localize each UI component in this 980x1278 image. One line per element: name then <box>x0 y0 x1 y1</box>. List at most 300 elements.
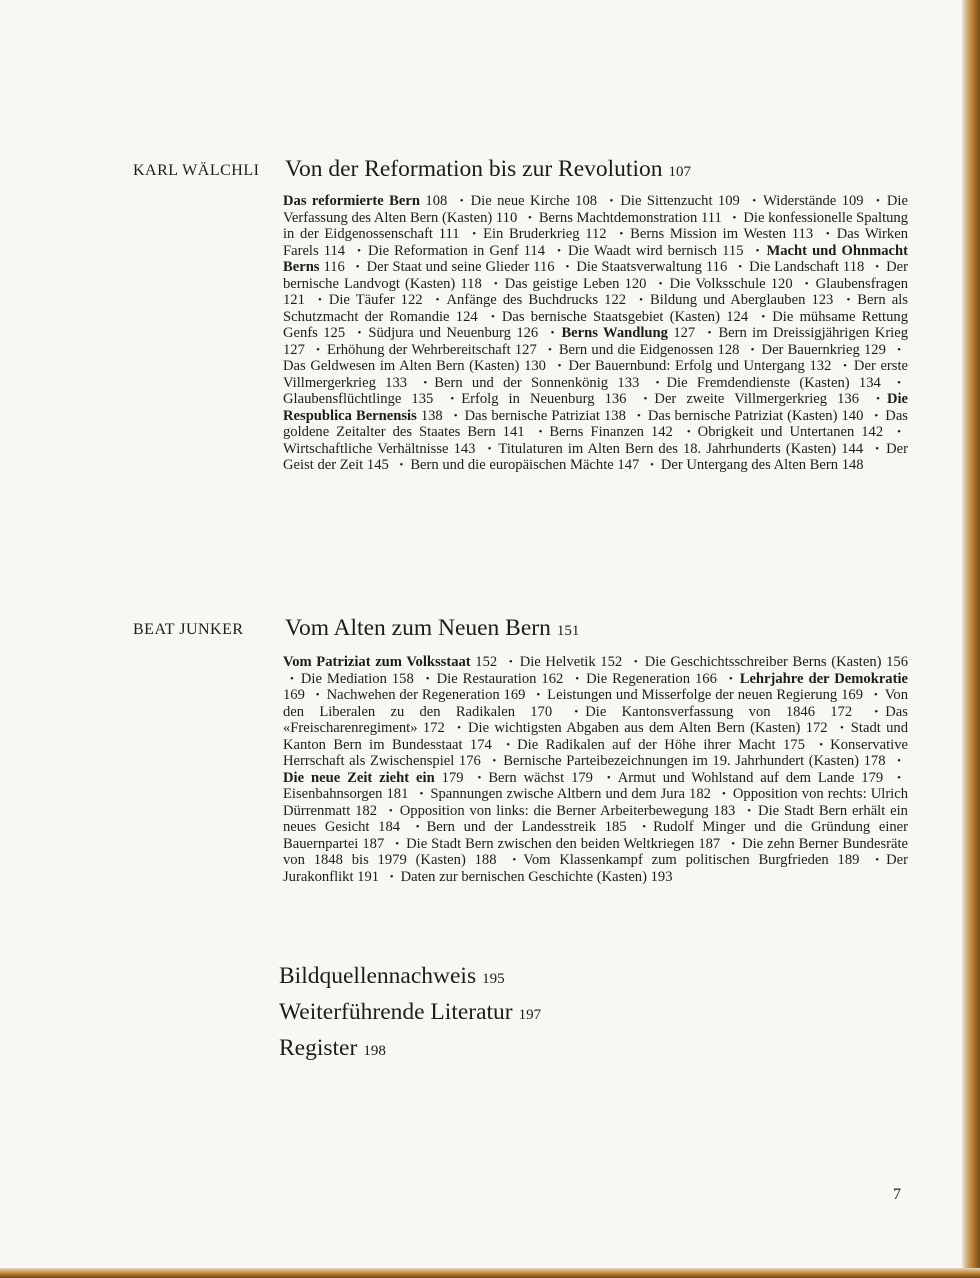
toc-entry-page: 169 <box>499 687 526 703</box>
toc-entry <box>539 210 722 226</box>
toc-entry <box>410 457 639 473</box>
toc-entry <box>586 671 717 687</box>
toc-entry-page: 179 <box>564 769 593 786</box>
toc-entry <box>430 786 711 802</box>
bullet-separator: • <box>686 426 691 438</box>
toc-entry-page: 136 <box>594 391 627 407</box>
bullet-separator: • <box>538 426 543 438</box>
toc-entry-page: 134 <box>849 374 881 391</box>
toc-entry-title: Opposition von rechts: Ulrich Dürrenmatt <box>283 786 909 819</box>
toc-entry-title: Das goldene Zeitalter des Staates Bern <box>283 407 908 440</box>
toc-entry <box>447 292 627 308</box>
bullet-separator: • <box>658 277 663 290</box>
toc-entry-page: 129 <box>859 341 886 358</box>
toc-entry <box>523 852 859 868</box>
toc-entry-page: 142 <box>643 424 673 440</box>
toc-entry <box>468 720 828 736</box>
bullet-separator: • <box>633 656 638 668</box>
toc-entry-title: Die Fremdendienste (Kasten) <box>666 374 850 391</box>
toc-entry <box>471 193 597 209</box>
toc-entry-title: Die Verfassung des Alten Bern (Kasten) <box>283 193 908 226</box>
toc-entry <box>585 704 852 720</box>
toc-entry-page: 109 <box>836 193 864 209</box>
bullet-separator: • <box>557 244 561 257</box>
toc-entry-title: Die neue Kirche <box>470 193 570 209</box>
appendix-page-number: 197 <box>518 1007 542 1023</box>
toc-chapter-heading: Macht und Ohnmacht Berns <box>283 242 908 275</box>
section-title <box>285 615 579 642</box>
toc-entry <box>549 424 672 440</box>
toc-entry <box>367 259 555 275</box>
bullet-separator: • <box>897 376 901 389</box>
bullet-separator: • <box>873 689 878 701</box>
toc-entry-page: 147 <box>613 457 640 473</box>
toc-entry-title: Erfolg in Neuenburg <box>461 391 595 407</box>
section-author: BEAT JUNKER <box>133 621 244 638</box>
toc-entry-page: 124 <box>719 308 749 325</box>
toc-entry-title: Das bernische Staatsgebiet (Kasten) <box>501 308 720 325</box>
toc-entry <box>630 226 813 242</box>
toc-entry-title: Die Mediation <box>300 670 387 687</box>
toc-entry-page: 132 <box>804 358 832 374</box>
toc-entry-title: Bern und die europäischen Mächte <box>410 457 614 473</box>
appendix-item <box>279 996 541 1032</box>
bullet-separator: • <box>755 244 760 257</box>
toc-entry-page: 172 <box>800 720 828 736</box>
bullet-separator: • <box>761 310 766 323</box>
toc-entry-title: Die Regeneration <box>586 670 690 687</box>
toc-entry-title: Die Stadt Bern zwischen den beiden Weltkriegen <box>406 835 695 852</box>
toc-entry-page: 122 <box>598 292 627 308</box>
appendix-page-number: 198 <box>363 1043 386 1059</box>
bullet-separator: • <box>728 672 733 685</box>
bullet-separator: • <box>574 705 579 718</box>
bullet-separator: • <box>536 689 541 701</box>
appendix-item <box>279 960 541 996</box>
toc-entry-title: Armut und Wohlstand auf dem Lande <box>617 769 855 786</box>
toc-entry <box>434 375 639 391</box>
toc-entry-title: Die Radikalen auf der Höhe ihrer Macht <box>517 736 776 753</box>
bullet-separator: • <box>355 261 360 273</box>
bullet-separator: • <box>876 195 880 207</box>
toc-entry-title: Berns Mission im Westen <box>630 226 787 242</box>
toc-entry-page: 152 <box>595 654 623 670</box>
toc-entry <box>283 193 447 209</box>
toc-entry-title: Die Restauration <box>436 670 537 687</box>
toc-entry-page: 136 <box>827 391 860 407</box>
toc-entry <box>502 309 748 325</box>
toc-entry-page: 158 <box>386 670 414 687</box>
toc-entry-title: Die mühsame Rettung Genfs <box>283 308 908 341</box>
page-number: 7 <box>893 1186 901 1203</box>
appendix-title: Register <box>279 1035 358 1061</box>
toc-entry-title: Der zweite Villmergerkrieg <box>654 391 828 407</box>
bullet-separator: • <box>636 409 641 422</box>
bullet-separator: • <box>747 804 752 817</box>
toc-entry-title: Bern als Schutzmacht der Romandie <box>283 292 908 325</box>
bullet-separator: • <box>875 442 880 455</box>
toc-entry-page: 176 <box>454 753 481 769</box>
toc-entry-page: 156 <box>881 654 909 670</box>
bullet-separator: • <box>459 195 464 207</box>
bullet-separator: • <box>457 722 461 734</box>
toc-entry-title: Das «Freischarenregiment» <box>283 703 908 736</box>
appendix-title: Bildquellennachweis <box>279 963 477 989</box>
bullet-separator: • <box>315 689 320 701</box>
toc-entry-title: Das Geldwesen im Alten Bern (Kasten) <box>283 358 520 374</box>
toc-entry-title: Die Geschichtsschreiber Berns (Kasten) <box>644 654 882 670</box>
toc-entry-title: Ein Bruderkrieg <box>483 226 580 242</box>
toc-entry-page: 166 <box>690 670 717 687</box>
toc-entry-title: Der bernische Landvogt (Kasten) <box>283 259 909 292</box>
bullet-separator: • <box>450 393 455 405</box>
toc-entry-page: 108 <box>569 193 598 209</box>
toc-entry-page: 115 <box>717 242 744 259</box>
toc-entry-page: 133 <box>608 374 640 391</box>
toc-entry-page: 169 <box>837 687 863 703</box>
toc-entry-page: 138 <box>599 407 626 424</box>
toc-entry-page: 135 <box>401 391 434 407</box>
bullet-separator: • <box>565 261 570 273</box>
bullet-separator: • <box>750 343 755 356</box>
toc-entry-title: Konservative Herrschaft als Zwischenspiel <box>283 736 908 769</box>
toc-entry-page: 128 <box>713 341 740 358</box>
toc-entry-page: 185 <box>596 819 627 835</box>
toc-entry-page: 116 <box>701 259 728 275</box>
toc-entry-page: 111 <box>697 209 722 226</box>
toc-entry-title: Obrigkeit und Untertanen <box>697 424 855 440</box>
bullet-separator: • <box>655 376 660 389</box>
bullet-separator: • <box>290 672 294 685</box>
toc-entry-page: 193 <box>646 868 673 885</box>
toc-entry-page: 116 <box>319 259 345 275</box>
toc-entry-title: Bern und die Eidgenossen <box>558 341 714 358</box>
bullet-separator: • <box>492 755 497 767</box>
toc-chapter-heading: Die Respublica Bernensis <box>283 391 909 424</box>
toc-entry-title: Das bernische Patriziat (Kasten) <box>647 407 838 424</box>
bullet-separator: • <box>357 327 362 339</box>
bullet-separator: • <box>897 771 901 784</box>
toc-entry-page: 148 <box>838 457 864 473</box>
toc-entry-title: Die Helvetik <box>519 654 596 670</box>
toc-entry <box>654 391 859 407</box>
toc-entry-title: Südjura und Neuenburg <box>368 325 511 341</box>
bullet-separator: • <box>731 837 736 850</box>
toc-entry-title: Das bernische Patriziat <box>464 407 600 424</box>
toc-entry-page: 178 <box>859 753 886 769</box>
toc-chapter-heading: Die neue Zeit zieht ein <box>283 769 435 786</box>
toc-entry-title: Das geistige Leben <box>504 275 620 292</box>
toc-entry-page: 120 <box>619 275 647 292</box>
toc-entry <box>301 671 414 687</box>
toc-entry <box>661 457 864 473</box>
toc-entry-page: 175 <box>775 736 805 753</box>
toc-entry-title: Titulaturen im Alten Bern des 18. Jahrhunderts (Kasten) <box>498 440 837 457</box>
toc-entry-page: 182 <box>684 786 711 802</box>
bullet-separator: • <box>874 409 879 422</box>
toc-entry-page: 189 <box>828 852 860 868</box>
toc-entry <box>488 770 593 786</box>
toc-entry-title: Die Staatsverwaltung <box>576 259 702 275</box>
bullet-separator: • <box>477 771 482 784</box>
toc-entry-page: 120 <box>765 275 793 292</box>
toc-entry <box>283 441 475 457</box>
toc-entry-page: 170 <box>515 703 553 720</box>
toc-entry-page: 124 <box>449 308 478 325</box>
toc-entry-page: 141 <box>495 424 525 440</box>
toc-entry-page: 184 <box>369 819 401 835</box>
toc-entry-title: Leistungen und Misserfolge der neuen Regierung <box>547 687 838 703</box>
toc-entry-title: Die Reformation in Genf <box>368 242 519 259</box>
toc-entry-page: 113 <box>786 226 814 242</box>
bullet-separator: • <box>527 211 532 224</box>
toc-entry-title: Der Geist der Zeit <box>283 440 908 473</box>
toc-entry-page: 109 <box>712 193 740 209</box>
toc-entry-page: 127 <box>510 341 537 358</box>
toc-entry <box>561 325 695 341</box>
toc-entry-title: Die Volksschule <box>669 275 766 292</box>
bullet-separator: • <box>649 459 654 471</box>
toc-entry <box>762 342 886 358</box>
appendix-item <box>279 1032 541 1068</box>
toc-entry-title: Vom Klassenkampf zum politischen Burgfrieden <box>523 852 829 868</box>
toc-entry-title: Der Bauernbund: Erfolg und Untergang <box>568 358 805 374</box>
toc-entry-page: 144 <box>836 440 864 457</box>
toc-entry-title: Bern im Dreissigjährigen Krieg <box>718 325 909 341</box>
toc-entry-page: 179 <box>434 769 464 786</box>
bullet-separator: • <box>843 360 847 372</box>
toc-entry <box>520 654 623 670</box>
toc-entry-title: Opposition von links: die Berner Arbeiterbewegung <box>399 802 709 819</box>
toc-entry-title: Von den Liberalen zu den Radikalen <box>283 687 908 720</box>
toc-entry <box>749 259 864 275</box>
bullet-separator: • <box>550 327 555 339</box>
toc-entry <box>283 391 433 407</box>
bullet-separator: • <box>732 211 737 224</box>
bullet-separator: • <box>547 343 552 356</box>
toc-chapter-heading: Vom Patriziat zum Volksstaat <box>283 654 471 670</box>
bullet-separator: • <box>508 656 513 668</box>
bullet-separator: • <box>606 771 611 784</box>
toc-entry-page: 183 <box>708 802 736 819</box>
toc-entry-title: Erhöhung der Wehrbereitschaft <box>326 341 511 358</box>
toc-entry-page: 123 <box>805 292 834 308</box>
section-author: KARL WÄLCHLI <box>133 162 260 179</box>
bullet-separator: • <box>425 672 430 685</box>
toc-entry-page: 116 <box>529 259 555 275</box>
toc-entry-title: Der erste Villmergerkrieg <box>283 358 908 391</box>
toc-entry-page: 172 <box>815 703 853 720</box>
bullet-separator: • <box>472 228 477 240</box>
toc-entry <box>618 770 883 786</box>
toc-entry-title: Der Bauernkrieg <box>761 341 860 358</box>
bullet-separator: • <box>316 343 320 356</box>
toc-entry-title: Der Untergang des Alten Bern <box>660 457 839 473</box>
toc-entry-title: Bern wächst <box>488 769 565 786</box>
toc-entry <box>283 786 408 802</box>
bullet-separator: • <box>419 788 424 800</box>
toc-entry <box>666 375 880 391</box>
toc-entry-page: 143 <box>448 440 476 457</box>
appendix-title: Weiterführende Literatur <box>279 999 513 1025</box>
section-entries <box>283 193 908 474</box>
toc-entry <box>437 671 564 687</box>
toc-entry-title: Bernische Parteibezeichnungen im 19. Jahrhundert (Kasten) <box>503 753 860 769</box>
section-page-number: 107 <box>668 164 691 180</box>
toc-entry-page: 187 <box>694 835 721 852</box>
toc-chapter-heading: Lehrjahre der Demokratie <box>739 670 908 687</box>
toc-entry <box>368 325 538 341</box>
bullet-separator: • <box>875 854 880 866</box>
bullet-separator: • <box>388 804 393 817</box>
toc-entry <box>763 193 863 209</box>
bullet-separator: • <box>453 409 458 422</box>
toc-entry-page: 114 <box>318 242 346 259</box>
toc-entry <box>283 770 464 786</box>
bullet-separator: • <box>876 393 880 405</box>
toc-entry-title: Daten zur bernischen Geschichte (Kasten) <box>400 868 647 885</box>
section-entries <box>283 654 908 885</box>
bullet-separator: • <box>897 343 901 356</box>
toc-entry-title: Stadt und Kanton Bern im Bundesstaat <box>283 720 909 753</box>
toc-entry-page: 169 <box>283 687 305 703</box>
toc-entry-title: Das Wirken Farels <box>283 226 908 259</box>
toc-entry-page: 121 <box>283 292 305 308</box>
bullet-separator: • <box>874 705 879 718</box>
toc-entry-title: Die Landschaft <box>749 259 839 275</box>
toc-entry-page: 179 <box>854 769 884 786</box>
bullet-separator: • <box>722 788 726 800</box>
toc-entry-title: Der Staat und seine Glieder <box>366 259 530 275</box>
toc-entry-title: Die Täufer <box>328 292 395 308</box>
section-title-text: Vom Alten zum Neuen Bern <box>285 615 551 641</box>
section-title-text: Von der Reformation bis zur Revolution <box>285 156 663 182</box>
toc-entry-page: 126 <box>510 325 539 341</box>
toc-entry <box>283 654 497 670</box>
toc-entry-title: Die wichtigsten Abgaben aus dem Alten Bern (Kasten) <box>467 720 801 736</box>
toc-entry-title: Die Stadt Bern erhält ein neues Gesicht <box>283 802 908 835</box>
bullet-separator: • <box>738 261 743 273</box>
toc-entry <box>503 753 885 769</box>
toc-entry-page: 127 <box>283 341 305 358</box>
toc-entry-title: Berns Finanzen <box>549 424 644 440</box>
bullet-separator: • <box>839 722 844 734</box>
section-page-number: 151 <box>556 623 580 639</box>
bullet-separator: • <box>846 294 851 306</box>
toc-entry <box>483 226 607 242</box>
toc-entry-title: Der Jurakonflikt <box>283 852 908 885</box>
toc-entry-page: 112 <box>579 226 607 242</box>
toc-entry <box>650 292 833 308</box>
toc-entry-page: 182 <box>350 802 378 819</box>
toc-entry-title: Die Kantonsverfassung von 1846 <box>585 703 816 720</box>
toc-entry-title: Bern und der Sonnenkönig <box>434 374 609 391</box>
bullet-separator: • <box>490 310 495 323</box>
bullet-separator: • <box>609 195 614 207</box>
toc-entry <box>568 358 831 374</box>
toc-entry <box>406 836 720 852</box>
toc-entry <box>698 424 883 440</box>
toc-entry <box>427 819 627 835</box>
bullet-separator: • <box>357 244 362 257</box>
toc-entry-page: 133 <box>375 374 408 391</box>
bullet-separator: • <box>415 821 420 833</box>
toc-entry <box>645 654 908 670</box>
bullet-separator: • <box>804 277 809 290</box>
toc-entry <box>669 276 792 292</box>
toc-entry-page: 111 <box>433 226 460 242</box>
toc-entry-page: 118 <box>455 275 482 292</box>
toc-entry-page: 118 <box>838 259 865 275</box>
toc-entry-title: Bern und der Landesstreik <box>426 819 597 835</box>
toc-entry-page: 138 <box>416 407 443 424</box>
toc-entry-title: Die zehn Berner Bundesräte von 1848 bis 1979 (Kasten) <box>283 835 908 868</box>
bullet-separator: • <box>875 261 880 273</box>
toc-entry <box>461 391 626 407</box>
toc-entry <box>498 441 863 457</box>
toc-entry <box>505 276 647 292</box>
toc-entry-title: Wirtschaftliche Verhältnisse <box>283 440 449 457</box>
toc-entry-title: Die Sittenzucht <box>620 193 713 209</box>
toc-entry-title: Bildung und Aberglauben <box>650 292 806 308</box>
toc-entry-page: 140 <box>837 407 864 424</box>
toc-entry <box>465 408 626 424</box>
toc-entry <box>327 687 526 703</box>
appendix-page-number: 195 <box>482 971 505 987</box>
toc-entry <box>576 259 727 275</box>
toc-entry-title: Widerstände <box>763 193 837 209</box>
book-edge-bottom <box>0 1268 980 1278</box>
toc-entry <box>283 358 546 374</box>
toc-entry <box>559 342 740 358</box>
book-edge-right <box>962 0 980 1278</box>
toc-entry <box>568 243 744 259</box>
toc-entry-page: 114 <box>518 242 546 259</box>
bullet-separator: • <box>752 195 757 207</box>
toc-entry <box>648 408 864 424</box>
toc-entry-page: 172 <box>417 720 445 736</box>
bullet-separator: • <box>575 672 580 685</box>
toc-entry-title: Anfänge des Buchdrucks <box>446 292 599 308</box>
toc-entry-title: Berns Machtdemonstration <box>538 209 698 226</box>
toc-entry-page: 130 <box>519 358 546 374</box>
toc-entry-page: 181 <box>382 786 409 802</box>
toc-chapter-heading: Berns Wandlung <box>561 325 668 341</box>
bullet-separator: • <box>557 360 562 372</box>
toc-entry-title: Eisenbahnsorgen <box>283 786 383 802</box>
toc-entry-title: Die konfessionelle Spaltung in der Eidgenossenschaft <box>283 209 909 242</box>
toc-entry <box>329 292 423 308</box>
bullet-separator: • <box>493 277 498 290</box>
toc-entry <box>368 243 545 259</box>
toc-entry-title: Rudolf Minger und die Gründung einer Bauernpartei <box>283 819 909 852</box>
toc-entry-page: 174 <box>462 736 492 753</box>
bullet-separator: • <box>819 738 824 751</box>
toc-entry-title: Die Waadt wird bernisch <box>567 242 718 259</box>
section-title <box>285 156 691 183</box>
toc-entry-title: Glaubensfragen <box>815 275 908 292</box>
toc-entry-page: 162 <box>536 670 564 687</box>
toc-entry <box>400 803 736 819</box>
toc-entry <box>327 342 537 358</box>
bullet-separator: • <box>825 228 830 240</box>
toc-entry-title: Nachwehen der Regeneration <box>326 687 500 703</box>
toc-entry-page: 145 <box>363 457 389 473</box>
toc-entry <box>547 687 863 703</box>
bullet-separator: • <box>395 837 400 850</box>
bullet-separator: • <box>389 870 394 883</box>
bullet-separator: • <box>423 376 428 389</box>
